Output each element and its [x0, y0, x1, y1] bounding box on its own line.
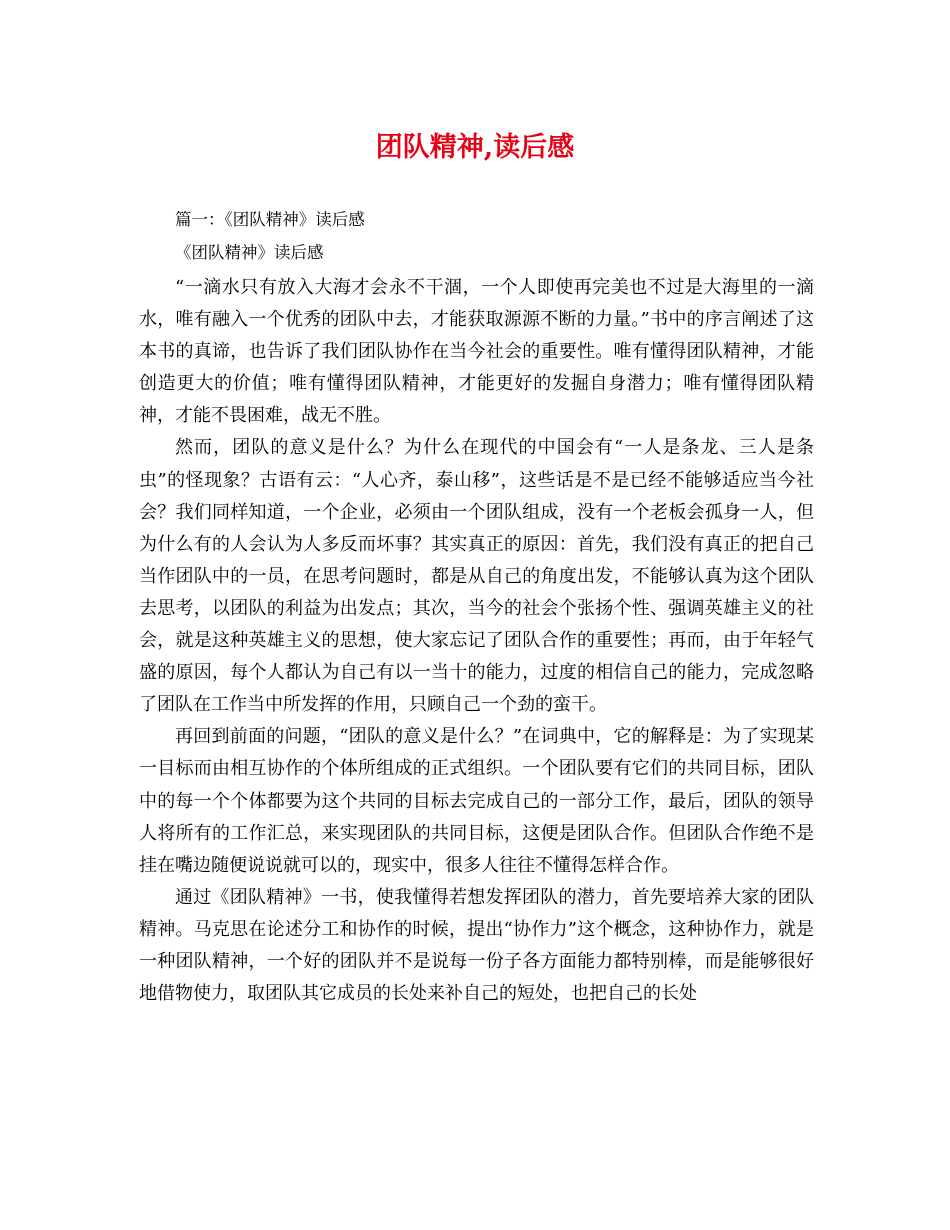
section-heading: 篇一：《团队精神》读后感	[175, 210, 365, 229]
paragraph-2: 然而，团队的意义是什么？为什么在现代的中国会有“一人是条龙、三人是条虫”的怪现象？古语有云：“人心齐，泰山移”，这些话是不是已经不能够适应当今社会？我们同样知道，一个企业，必须由一个团队组成，没有一个老板会孤身一人，但为什么有的人会认为人多反而坏事？其实真正的原因：首先，我们没有真正的把自己当作团队中的一员，在思考问题时，都是从自己的角度出发，不能够认真为这个团队去思考，以团队的利益为出发点；其次，当今的社会个张扬个性、强调英雄主义的社会，就是这种英雄主义的思想，使大家忘记了团队合作的重要性；再而，由于年轻气盛的原因，每个人都认为自己有以一当十的能力，过度的相信自己的能力，完成忽略了团队在工作当中所发挥的作用，只顾自己一个劲的蛮干。	[139, 437, 814, 716]
document-title: 团队精神,读后感	[375, 132, 575, 163]
subheading: 《团队精神》读后感	[175, 243, 324, 262]
paragraph-1: “一滴水只有放入大海才会永不干涸，一个人即使再完美也不过是大海里的一滴水，唯有融入一个优秀的团队中去，才能获取源源不断的力量。”书中的序言阐述了这本书的真谛，也告诉了我们团队协作在当今社会的重要性。唯有懂得团队精神，才能创造更大的价值；唯有懂得团队精神，才能更好的发掘自身潜力；唯有懂得团队精神，才能不畏困难，战无不胜。	[139, 277, 814, 427]
document-body	[139, 272, 814, 1010]
paragraph-4: 通过《团队精神》一书，使我懂得若想发挥团队的潜力，首先要培养大家的团队精神。马克思在论述分工和协作的时候，提出“协作力”这个概念，这种协作力，就是一种团队精神，一个好的团队并不是说每一份子各方面能力都特别棒，而是能够很好地借物使力，取团队其它成员的长处来补自己的短处，也把自己的长处	[139, 886, 814, 1005]
paragraph-3: 再回到前面的问题，“团队的意义是什么？”在词典中，它的解释是：为了实现某一目标而由相互协作的个体所组成的正式组织。一个团队要有它们的共同目标，团队中的每一个个体都要为这个共同的目标去完成自己的一部分工作，最后，团队的领导人将所有的工作汇总，来实现团队的共同目标，这便是团队合作。但团队合作绝不是挂在嘴边随便说说就可以的，现实中，很多人往往不懂得怎样合作。	[139, 726, 814, 876]
